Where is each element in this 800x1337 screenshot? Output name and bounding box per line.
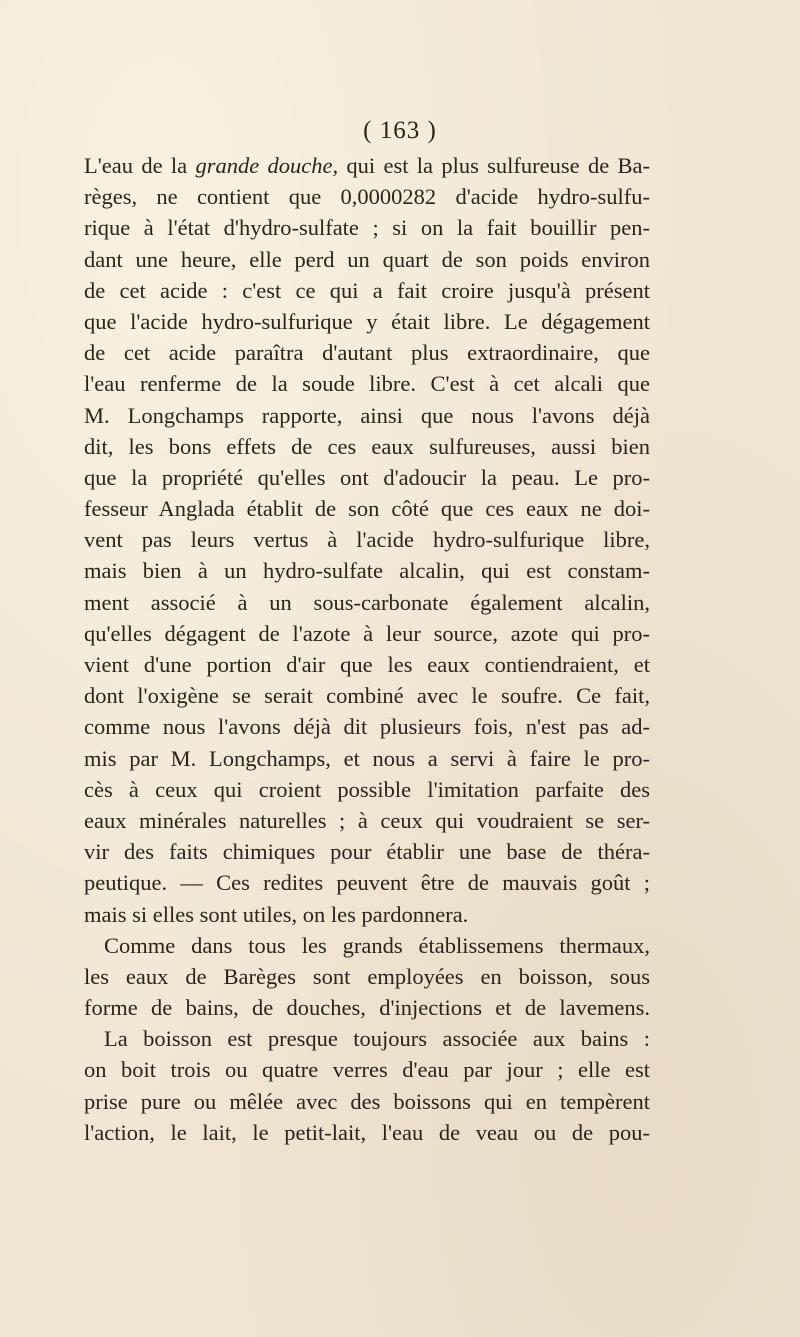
text-line: eaux minérales naturelles ; à ceux qui voudraient se ser- — [84, 807, 650, 833]
text-line: l'eau renferme de la soude libre. C'est à cet alcali que — [84, 371, 650, 397]
body-text — [84, 150, 650, 1148]
text-line: que l'acide hydro-sulfurique y était libre. Le dégagement — [84, 308, 650, 334]
text-span: qui est la plus sulfureuse de Ba- — [338, 153, 650, 178]
text-line: on boit trois ou quatre verres d'eau par jour ; elle est — [84, 1057, 650, 1083]
text-line: prise pure ou mêlée avec des boissons qui en tempèrent — [84, 1088, 650, 1114]
text-span: L'eau de la — [84, 153, 196, 178]
text-line: que la propriété qu'elles ont d'adoucir la peau. Le pro- — [84, 464, 650, 490]
text-line: fesseur Anglada établit de son côté que ces eaux ne doi- — [84, 496, 650, 522]
text-line: mis par M. Longchamps, et nous a servi à faire le pro- — [84, 745, 650, 771]
text-line — [84, 150, 650, 181]
text-line: dit, les bons effets de ces eaux sulfureuses, aussi bien — [84, 433, 650, 459]
text-line: comme nous l'avons déjà dit plusieurs fois, n'est pas ad- — [84, 714, 650, 740]
text-line: peutique. — Ces redites peuvent être de mauvais goût ; — [84, 870, 650, 896]
text-line: les eaux de Barèges sont employées en boisson, sous — [84, 963, 650, 989]
text-line: qu'elles dégagent de l'azote à leur source, azote qui pro- — [84, 620, 650, 646]
text-line: l'action, le lait, le petit-lait, l'eau de veau ou de pou- — [84, 1119, 650, 1145]
text-line: La boisson est presque toujours associée aux bains : — [104, 1026, 650, 1052]
text-line: vient d'une portion d'air que les eaux contiendraient, et — [84, 652, 650, 677]
text-line: dant une heure, elle perd un quart de son poids environ — [84, 246, 650, 272]
page-number: ( 163 ) — [363, 117, 437, 144]
text-line: de cet acide : c'est ce qui a fait croire jusqu'à présent — [84, 277, 650, 303]
text-line: ment associé à un sous-carbonate également alcalin, — [84, 589, 650, 615]
text-line: vent pas leurs vertus à l'acide hydro-sulfurique libre, — [84, 527, 650, 553]
text-line: dont l'oxigène se serait combiné avec le soufre. Ce fait, — [84, 683, 650, 709]
text-line: forme de bains, de douches, d'injections et de lavemens. — [84, 995, 650, 1021]
text-line: M. Longchamps rapporte, ainsi que nous l'avons déjà — [84, 402, 650, 428]
text-line: rique à l'état d'hydro-sulfate ; si on la fait bouillir pen- — [84, 215, 650, 241]
text-line: mais bien à un hydro-sulfate alcalin, qui est constam- — [84, 558, 650, 584]
text-line: Comme dans tous les grands établissemens thermaux, — [104, 932, 650, 958]
text-line: règes, ne contient que 0,0000282 d'acide hydro-sulfu- — [84, 184, 650, 210]
text-line: mais si elles sont utiles, on les pardonnera. — [84, 901, 469, 927]
text-line: cès à ceux qui croient possible l'imitation parfaite des — [84, 776, 650, 802]
text-line: de cet acide paraîtra d'autant plus extraordinaire, que — [84, 340, 650, 366]
text-line: vir des faits chimiques pour établir une base de théra- — [84, 839, 650, 865]
italic-phrase: grande douche, — [195, 153, 339, 178]
